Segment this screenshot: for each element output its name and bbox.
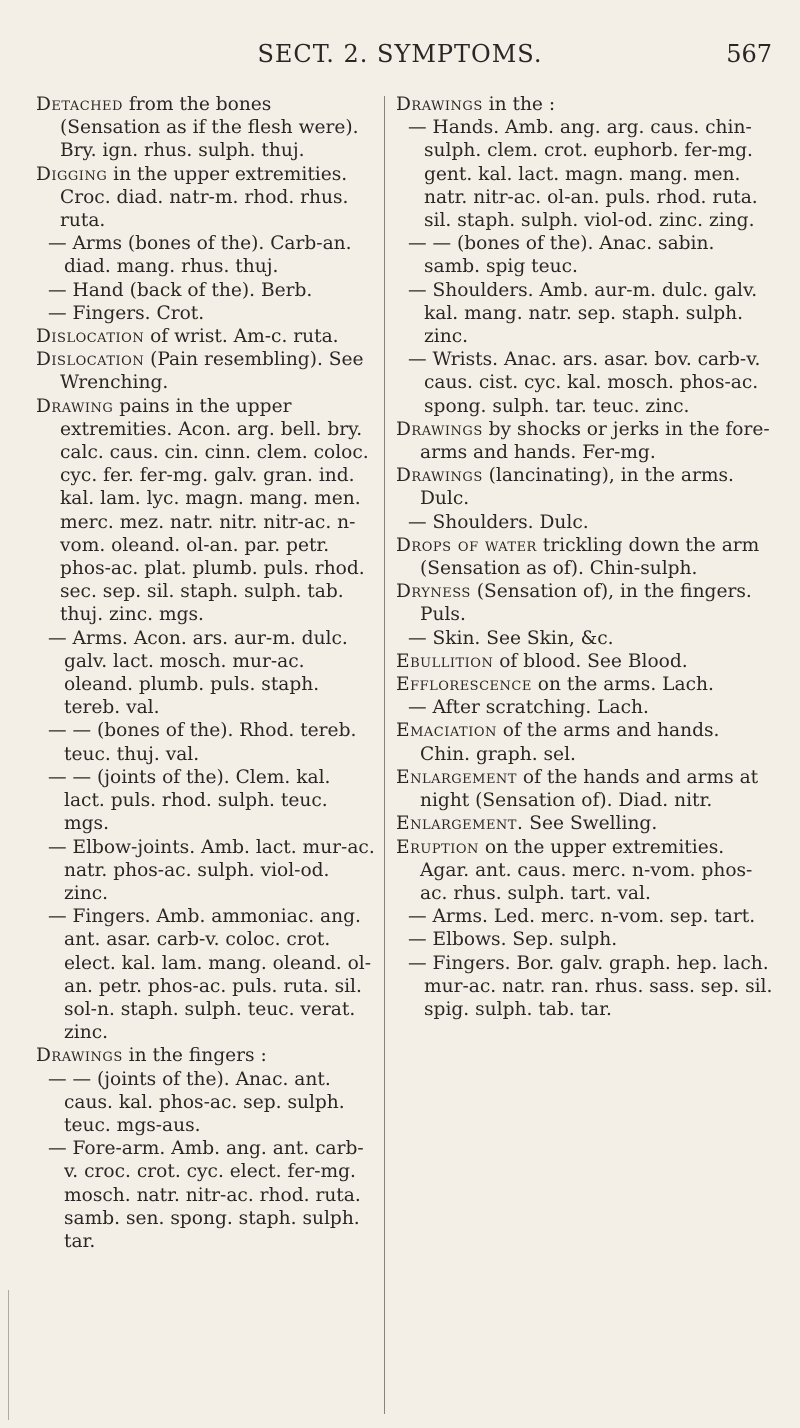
index-entry xyxy=(396,534,774,580)
index-entry xyxy=(396,719,774,765)
entry-text: See Swelling. xyxy=(523,813,658,835)
entry-text: by shocks or jerks in the fore-arms and hands. Fer-mg. xyxy=(420,418,770,464)
entry-text: on the arms. Lach. xyxy=(531,674,714,696)
sub-entry: — — (joints of the). Clem. kal. lact. puls. rhod. sulph. teuc. mgs. xyxy=(48,766,331,835)
entry-text: of the arms and hands. Chin. graph. sel. xyxy=(420,720,720,765)
entry-text: pains in the upper extremities. Acon. arg. bell. bry. calc. caus. cin. cinn. clem. coloc. cyc. fer. fer-mg. galv. gran. ind. kal. lam. lyc. magn. mang. men. merc. mez. natr. nitr. nitr-ac. n-vom. oleand. ol-an. par. petr. phos-ac. plat. plumb. puls. rhod. sec. sep. sil. staph. sulph. tab. thuj. zinc. mgs. xyxy=(60,395,369,626)
sub-entry: — Elbow-joints. Amb. lact. mur-ac. natr. phos-ac. sulph. viol-od. zinc. xyxy=(48,836,375,904)
entry-heading: Dislocation xyxy=(36,326,145,348)
entry-heading: Detached xyxy=(36,94,123,115)
sub-entry: — Fingers. Bor. galv. graph. hep. lach. mur-ac. natr. ran. rhus. sass. sep. sil. spig. sulph. tab. tar. xyxy=(408,952,773,1020)
index-entry xyxy=(396,812,774,835)
sub-entry: — After scratching. Lach. xyxy=(408,697,649,719)
index-entry xyxy=(396,673,774,696)
right-column xyxy=(396,93,774,1021)
running-head: SECT. 2. SYMPTOMS. xyxy=(257,40,543,68)
entry-text: of wrist. Am-c. ruta. xyxy=(144,326,339,348)
entry-heading: Drawing xyxy=(36,395,114,417)
index-entry xyxy=(396,93,774,116)
page-number: 567 xyxy=(726,40,772,68)
entry-text: on the upper extremities. Agar. ant. caus. merc. n-vom. phos-ac. rhus. sulph. tart. val. xyxy=(420,836,753,904)
sub-entry: — Arms (bones of the). Carb-an. diad. mang. rhus. thuj. xyxy=(48,233,352,278)
entry-heading: Drawings xyxy=(396,465,483,487)
sub-entry: — Elbows. Sep. sulph. xyxy=(408,929,618,951)
entry-text: from the bones (Sensation as if the flesh were). Bry. ign. rhus. sulph. thuj. xyxy=(60,94,359,162)
entry-heading: Drawings xyxy=(36,1045,123,1067)
sub-entry: — Hand (back of the). Berb. xyxy=(48,279,313,301)
margin-rule xyxy=(8,1290,9,1420)
entry-heading: Ebullition xyxy=(396,650,494,672)
sub-entry: — Fingers. Amb. ammoniac. ang. ant. asar. carb-v. coloc. crot. elect. kal. lam. mang. oleand. ol-an. petr. phos-ac. puls. ruta. sil. sol-n. staph. sulph. teuc. verat. zinc. xyxy=(48,906,372,1044)
sub-entry: — Fore-arm. Amb. ang. ant. carb-v. croc. crot. cyc. elect. fer-mg. mosch. natr. nitr-ac. rhod. ruta. samb. sen. spong. staph. sulph. tar. xyxy=(48,1138,364,1252)
index-entry xyxy=(396,766,774,812)
sub-entry: — Fingers. Crot. xyxy=(48,302,205,324)
index-entry xyxy=(36,325,376,348)
index-entry xyxy=(36,395,376,627)
sub-entry: — Arms. Acon. ars. aur-m. dulc. galv. lact. mosch. mur-ac. oleand. plumb. puls. staph. tereb. val. xyxy=(48,627,348,719)
entry-text: in the : xyxy=(482,94,556,115)
entry-heading: Efflorescence xyxy=(396,674,532,696)
page-header xyxy=(0,40,800,76)
entry-text: of the hands and arms at night (Sensation of). Diad. nitr. xyxy=(420,766,759,812)
index-entry xyxy=(36,1044,376,1067)
entry-heading: Drawings xyxy=(396,418,483,440)
entry-heading: Emaciation xyxy=(396,720,497,742)
sub-entry: — Arms. Led. merc. n-vom. sep. tart. xyxy=(408,906,756,928)
left-column xyxy=(36,93,376,1253)
index-entry xyxy=(396,836,774,906)
sub-entry: — Shoulders. Amb. aur-m. dulc. galv. kal. mang. natr. sep. staph. sulph. zinc. xyxy=(408,279,758,348)
sub-entry: — — (bones of the). Rhod. tereb. teuc. thuj. val. xyxy=(48,720,357,765)
entry-heading: Dislocation xyxy=(36,349,145,371)
index-entry xyxy=(36,348,376,394)
entry-heading: Eruption xyxy=(396,836,479,858)
index-entry xyxy=(396,650,774,673)
sub-entry: — — (bones of the). Anac. sabin. samb. spig teuc. xyxy=(408,233,715,278)
entry-heading: Enlargement xyxy=(396,766,517,788)
entry-text: of blood. See Blood. xyxy=(493,650,688,672)
entry-text: (Sensation of), in the fingers. Puls. xyxy=(420,581,752,626)
index-entry xyxy=(396,464,774,510)
entry-text: trickling down the arm (Sensation as of). Chin-sulph. xyxy=(420,534,760,580)
sub-entry: — Hands. Amb. ang. arg. caus. chin-sulph. clem. crot. euphorb. fer-mg. gent. kal. lact. magn. mang. men. natr. nitr-ac. ol-an. puls. rhod. ruta. sil. staph. sulph. viol-od. zinc. zing. xyxy=(408,117,758,232)
entry-heading: Dryness xyxy=(396,581,471,603)
entry-text: in the upper extremities. Croc. diad. natr-m. rhod. rhus. ruta. xyxy=(60,163,349,232)
entry-heading: Drawings xyxy=(396,94,483,115)
index-entry xyxy=(36,163,376,233)
entry-heading: Enlargement. xyxy=(396,813,524,835)
sub-entry: — — (joints of the). Anac. ant. caus. kal. phos-ac. sep. sulph. teuc. mgs-aus. xyxy=(48,1068,345,1136)
column-divider xyxy=(384,96,385,1414)
index-entry xyxy=(36,93,376,163)
sub-entry: — Wrists. Anac. ars. asar. bov. carb-v. caus. cist. cyc. kal. mosch. phos-ac. spong. sulph. tar. teuc. zinc. xyxy=(408,349,761,417)
entry-heading: Drops of water xyxy=(396,534,537,556)
entry-heading: Digging xyxy=(36,163,108,185)
index-entry xyxy=(396,580,774,626)
entry-text: (lancinating), in the arms. Dulc. xyxy=(420,465,734,510)
sub-entry: — Shoulders. Dulc. xyxy=(408,511,589,533)
entry-text: (Pain resembling). See Wrenching. xyxy=(60,349,364,394)
index-entry xyxy=(396,418,774,464)
entry-text: in the fingers : xyxy=(122,1045,267,1067)
sub-entry: — Skin. See Skin, &c. xyxy=(408,627,614,649)
